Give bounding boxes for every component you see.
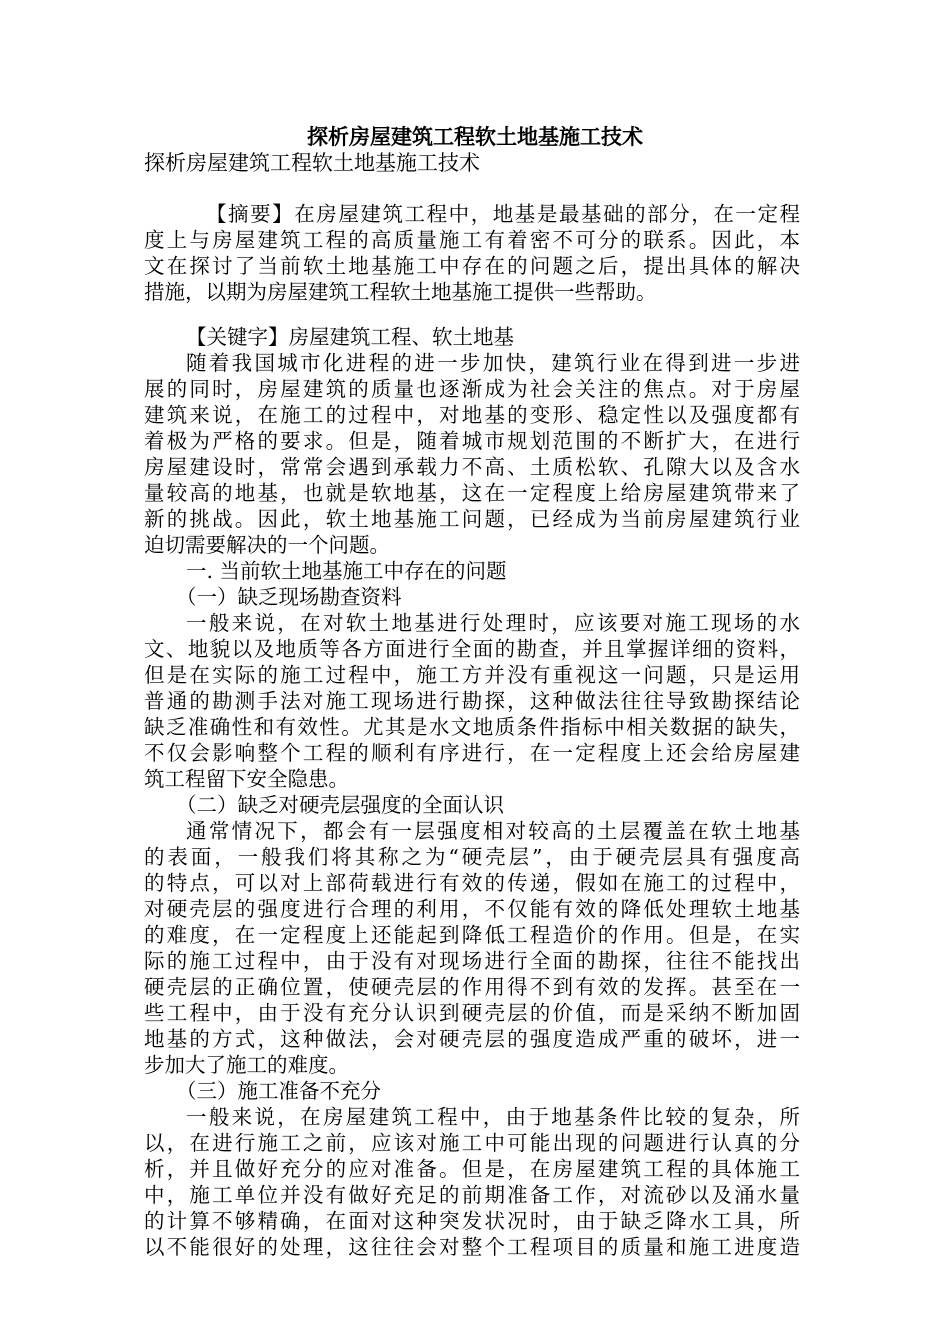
body-line: 着极为严格的要求。但是，随着城市规划范围的不断扩大，在进行 xyxy=(144,429,800,453)
abstract-line: 【摘要】在房屋建筑工程中，地基是最基础的部分，在一定程 xyxy=(206,202,800,226)
subsection-heading: （二）缺乏对硬壳层强度的全面认识 xyxy=(176,793,504,817)
body-line: 文、地貌以及地质等各方面进行全面的勘查，并且掌握详细的资料， xyxy=(144,637,800,661)
body-line: 步加大了施工的难度。 xyxy=(144,1053,349,1077)
abstract-line: 措施，以期为房屋建筑工程软土地基施工提供一些帮助。 xyxy=(144,280,657,304)
body-line: 房屋建设时，常常会遇到承载力不高、土质松软、孔隙大以及含水 xyxy=(144,455,800,479)
section-heading: 一. 当前软土地基施工中存在的问题 xyxy=(186,559,507,583)
body-line: 的计算不够精确，在面对这种突发状况时，由于缺乏降水工具，所 xyxy=(144,1209,800,1233)
body-line: 展的同时，房屋建筑的质量也逐渐成为社会关注的焦点。对于房屋 xyxy=(144,377,800,401)
subsection-heading: （一）缺乏现场勘查资料 xyxy=(176,585,402,609)
document-title: 探析房屋建筑工程软土地基施工技术 xyxy=(307,124,643,149)
body-line: 一般来说，在房屋建筑工程中，由于地基条件比较的复杂，所 xyxy=(186,1105,800,1129)
body-line: 建筑来说，在施工的过程中，对地基的变形、稳定性以及强度都有 xyxy=(144,403,800,427)
body-line: 的特点，可以对上部荷载进行有效的传递，假如在施工的过程中， xyxy=(144,871,800,895)
body-line: 际的施工过程中，由于没有对现场进行全面的勘探，往往不能找出 xyxy=(144,949,800,973)
body-line: 的表面，一般我们将其称之为“硬壳层”，由于硬壳层具有强度高 xyxy=(144,845,800,869)
body-line: 迫切需要解决的一个问题。 xyxy=(144,533,390,557)
body-line: 缺乏准确性和有效性。尤其是水文地质条件指标中相关数据的缺失， xyxy=(144,715,800,739)
body-line: 对硬壳层的强度进行合理的利用，不仅能有效的降低处理软土地基 xyxy=(144,897,800,921)
body-line: 普通的勘测手法对施工现场进行勘探，这种做法往往导致勘探结论 xyxy=(144,689,800,713)
body-line: 通常情况下，都会有一层强度相对较高的土层覆盖在软土地基 xyxy=(186,819,800,843)
body-line: 以，在进行施工之前，应该对施工中可能出现的问题进行认真的分 xyxy=(144,1131,800,1155)
abstract-line: 文在探讨了当前软土地基施工中存在的问题之后，提出具体的解决 xyxy=(144,254,800,278)
body-line: 随着我国城市化进程的进一步加快，建筑行业在得到进一步进 xyxy=(186,351,800,375)
body-line: 不仅会影响整个工程的顺利有序进行，在一定程度上还会给房屋建 xyxy=(144,741,800,765)
subsection-heading: （三）施工准备不充分 xyxy=(176,1079,381,1103)
body-line: 量较高的地基，也就是软地基，这在一定程度上给房屋建筑带来了 xyxy=(144,481,800,505)
body-line: 硬壳层的正确位置，使硬壳层的作用得不到有效的发挥。甚至在一 xyxy=(144,975,800,999)
body-line: 中，施工单位并没有做好充足的前期准备工作，对流砂以及涌水量 xyxy=(144,1183,800,1207)
body-line: 析，并且做好充分的应对准备。但是，在房屋建筑工程的具体施工 xyxy=(144,1157,800,1181)
body-line: 一般来说，在对软土地基进行处理时，应该要对施工现场的水 xyxy=(186,611,800,635)
body-line: 地基的方式，这种做法，会对硬壳层的强度造成严重的破坏，进一 xyxy=(144,1027,800,1051)
body-line: 的难度，在一定程度上还能起到降低工程造价的作用。但是，在实 xyxy=(144,923,800,947)
body-line: 些工程中，由于没有充分认识到硬壳层的价值，而是采纳不断加固 xyxy=(144,1001,800,1025)
body-line: 筑工程留下安全隐患。 xyxy=(144,767,349,791)
keywords-line: 【关键字】房屋建筑工程、软土地基 xyxy=(186,325,514,349)
document-subtitle: 探析房屋建筑工程软土地基施工技术 xyxy=(144,151,480,175)
body-line: 但是在实际的施工过程中，施工方并没有重视这一问题，只是运用 xyxy=(144,663,800,687)
body-line: 以不能很好的处理，这往往会对整个工程项目的质量和施工进度造 xyxy=(144,1235,800,1259)
abstract-line: 度上与房屋建筑工程的高质量施工有着密不可分的联系。因此，本 xyxy=(144,228,800,252)
body-line: 新的挑战。因此，软土地基施工问题，已经成为当前房屋建筑行业 xyxy=(144,507,800,531)
